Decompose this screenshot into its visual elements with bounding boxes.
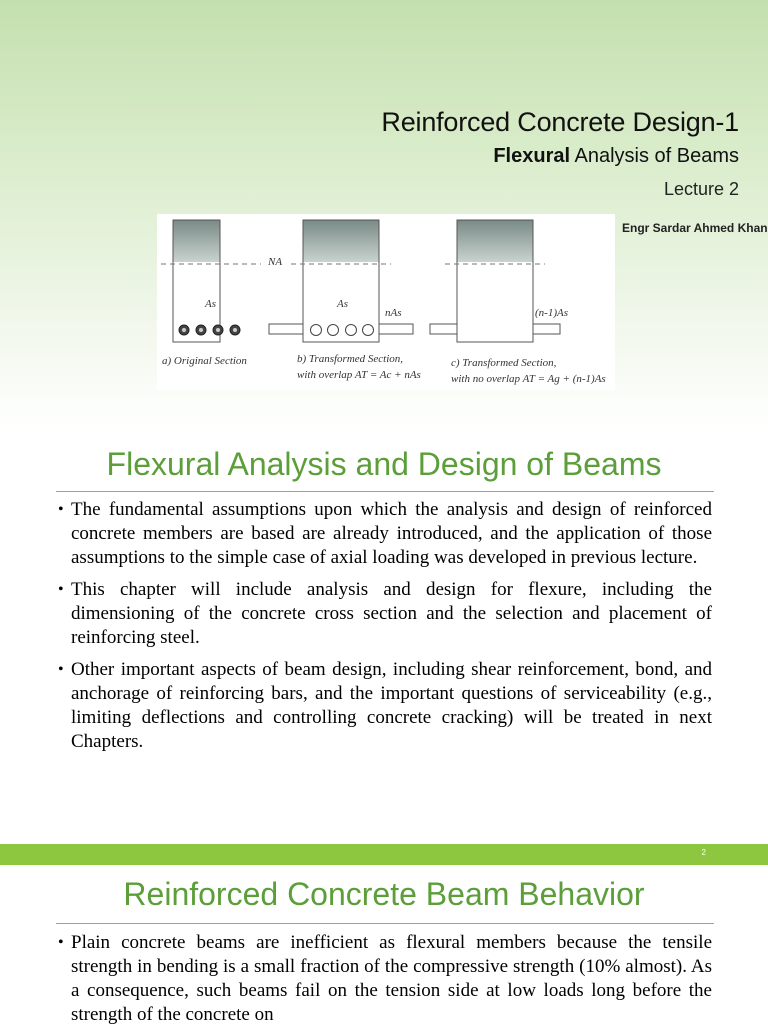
hollow-bar <box>346 325 357 336</box>
hollow-bar <box>328 325 339 336</box>
caption-a: a) Original Section <box>162 355 247 367</box>
bullet-item: • This chapter will include analysis and design for flexure, including the dimensioning of the concrete cross section and the selection and placement of reinforcing steel. <box>58 578 712 650</box>
course-title: Reinforced Concrete Design-1 <box>381 107 739 137</box>
as-label-a: As <box>205 298 216 310</box>
section-c-steel-left <box>430 324 457 334</box>
na-label: NA <box>268 256 283 268</box>
n1as-label: (n-1)As <box>535 307 568 319</box>
title-block <box>381 104 739 202</box>
bullet-list <box>58 931 712 1024</box>
transformed-section-figure <box>157 214 615 390</box>
bullet-item: • Plain concrete beams are inefficient as flexural members because the tensile strength in bending is a small fraction of the compressive strength (10% almost). As a consequence, such beams fail on the tension side at low loads long before the strength of the concrete on <box>58 931 712 1024</box>
nas-label: nAs <box>385 307 402 319</box>
heading-rule <box>56 491 714 492</box>
section-c-compression-zone <box>457 220 533 262</box>
caption-b-line1: b) Transformed Section, <box>297 353 404 365</box>
section-c-steel-right <box>533 324 560 334</box>
hollow-bar <box>311 325 322 336</box>
lecture-number: Lecture 2 <box>663 179 739 199</box>
caption-b-line2: with overlap AT = Ac + nAs <box>297 369 421 381</box>
title-slide <box>0 0 768 430</box>
bullet-list <box>58 498 712 762</box>
page-number: 2 <box>701 848 706 857</box>
lecture-topic <box>381 142 739 170</box>
bullet-item: • The fundamental assumptions upon which the analysis and design of reinforced concrete members are based are already introduced, and the application of those assumptions to the simple case of axial loading was developed in previous lecture. <box>58 498 712 570</box>
topic-rest: Analysis of Beams <box>570 145 739 167</box>
section-a-compression-zone <box>173 220 220 262</box>
steel-bars-solid <box>179 325 240 335</box>
content-slide-2 <box>0 430 768 844</box>
slide-heading: Reinforced Concrete Beam Behavior <box>123 876 645 912</box>
slide-heading: Flexural Analysis and Design of Beams <box>106 446 662 482</box>
content-slide-3 <box>0 865 768 1024</box>
hollow-bar <box>363 325 374 336</box>
section-b-compression-zone <box>303 220 379 262</box>
caption-c-line2: with no overlap AT = Ag + (n-1)As <box>451 373 606 385</box>
topic-bold: Flexural <box>493 145 571 167</box>
as-label-b: As <box>337 298 348 310</box>
bullet-item: • Other important aspects of beam design, including shear reinforcement, bond, and anchorage of reinforcing bars, and the important questions of serviceability (e.g., limiting deflections and controlling concrete cracking) will be treated in next Chapters. <box>58 658 712 754</box>
author-name: Engr Sardar Ahmed Khan <box>622 221 768 235</box>
caption-c-line1: c) Transformed Section, <box>451 357 557 369</box>
heading-rule <box>56 923 714 924</box>
slide-divider <box>0 844 768 865</box>
